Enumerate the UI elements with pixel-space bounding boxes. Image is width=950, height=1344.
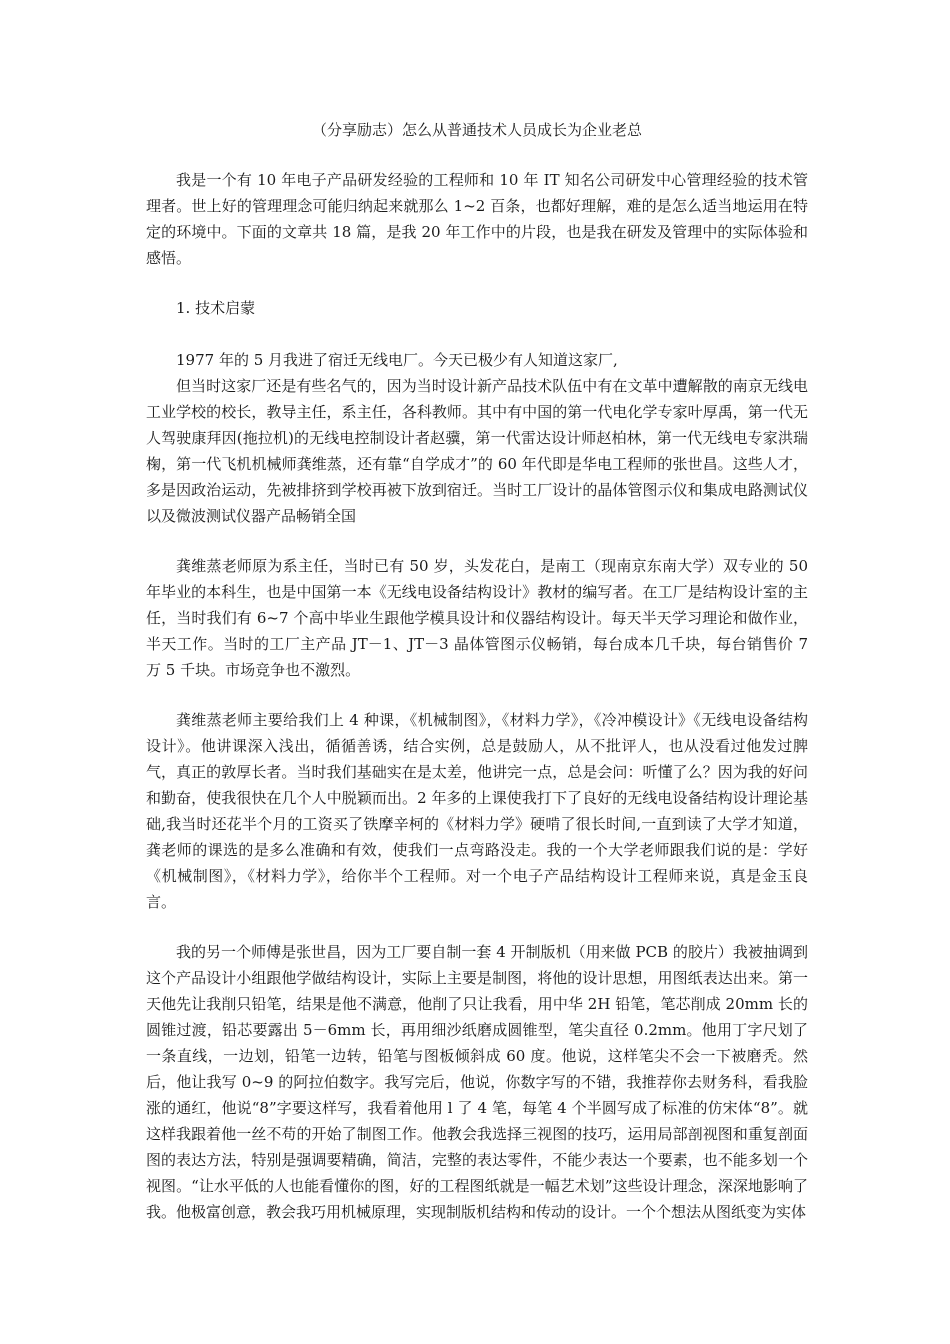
body-paragraph-1: 1977 年的 5 月我进了宿迁无线电厂。今天已极少有人知道这家厂, [176,351,618,369]
body-paragraph-5: 我的另一个师傅是张世昌，因为工厂要自制一套 4 开制版机（用来做 PCB 的胶片）我被抽调到这个产品设计小组跟他学做结构设计，实际上主要是制图，将他的设计思想，用图纸表达出来。第一天他先让我削只铅笔，结果是他不满意，他削了只让我看，用中华 2H 铅笔，笔芯削成 20mm 长的圆锥过渡，铅芯要露出 5－6mm 长，再用细沙纸磨成圆锥型，笔尖直径 0.2mm。他用丁字尺划了一条直线，一边划，铅笔一边转，铅笔与图板倾斜成 60 度。他说，这样笔尖不会一下被磨秃。然后，他让我写 0~9 的阿拉伯数字。我写完后，他说，你数字写的不错，我推荐你去财务科，看我脸涨的通红，他说“8”字要这样写，我看着他用 l 了 4 笔，每笔 4 个半圆写成了标准的仿宋体“8”。就这样我跟着他一丝不苟的开始了制图工作。他教会我选择三视图的技巧，运用局部剖视图和重复剖面图的表达方法，特别是强调要精确，简洁，完整的表达零件，不能少表达一个要素，也不能多划一个视图。“让水平低的人也能看懂你的图，好的工程图纸就是一幅艺术划”这些设计理念，深深地影响了我。他极富创意，教会我巧用机械原理，实现制版机结构和传动的设计。一个个想法从图纸变为实体 [146,943,808,1221]
intro-paragraph: 我是一个有 10 年电子产品研发经验的工程师和 10 年 IT 知名公司研发中心管理经验的技术管理者。世上好的管理理念可能归纳起来就那么 1~2 百条，也都好理解，难的是怎么适当地运用在特定的环境中。下面的文章共 18 篇，是我 20 年工作中的片段，也是我在研发及管理中的实际体验和感悟。 [146,171,808,267]
body-paragraph-2: 但当时这家厂还是有些名气的，因为当时设计新产品技术队伍中有在文革中遭解散的南京无线电工业学校的校长，教导主任，系主任，各科教师。其中有中国的第一代电化学专家叶厚禹，第一代无人驾驶康拜因(拖拉机)的无线电控制设计者赵骥，第一代雷达设计师赵柏林，第一代无线电专家洪瑞椈，第一代飞机机械师龚维蒸，还有靠“自学成才”的 60 年代即是华电工程师的张世昌。这些人才，多是因政治运动，先被排挤到学校再被下放到宿迁。当时工厂设计的晶体管图示仪和集成电路测试仪以及微波测试仪器产品畅销全国 [146,377,808,525]
section-heading: 1. 技术启蒙 [176,299,256,317]
document-page [146,117,808,1249]
body-paragraph-4: 龚维蒸老师主要给我们上 4 种课，《机械制图》，《材料力学》，《冷冲模设计》《无线电设备结构设计》。他讲课深入浅出，循循善诱，结合实例，总是鼓励人，从不批评人，也从没看过他发过脾气，真正的敦厚长者。当时我们基础实在是太差，他讲完一点，总是会问：听懂了么？因为我的好问和勤奋，使我很快在几个人中脱颖而出。2 年多的上课使我打下了良好的无线电设备结构设计理论基础,我当时还花半个月的工资买了铁摩辛柯的《材料力学》硬啃了很长时间,一直到读了大学才知道，龚老师的课选的是多么准确和有效，使我们一点弯路没走。我的一个大学老师跟我们说的是：学好《机械制图》，《材料力学》，给你半个工程师。对一个电子产品结构设计工程师来说，真是金玉良言。 [146,711,808,911]
document-title: （分享励志）怎么从普通技术人员成长为企业老总 [311,121,642,139]
body-paragraph-3: 龚维蒸老师原为系主任，当时已有 50 岁，头发花白，是南工（现南京东南大学）双专业的 50 年毕业的本科生，也是中国第一本《无线电设备结构设计》教材的编写者。在工厂是结构设计室的主任，当时我们有 6~7 个高中毕业生跟他学模具设计和仪器结构设计。每天半天学习理论和做作业，半天工作。当时的工厂主产品 JT－1、JT－3 晶体管图示仪畅销，每台成本几千块，每台销售价 7 万 5 千块。市场竞争也不激烈。 [146,557,808,679]
